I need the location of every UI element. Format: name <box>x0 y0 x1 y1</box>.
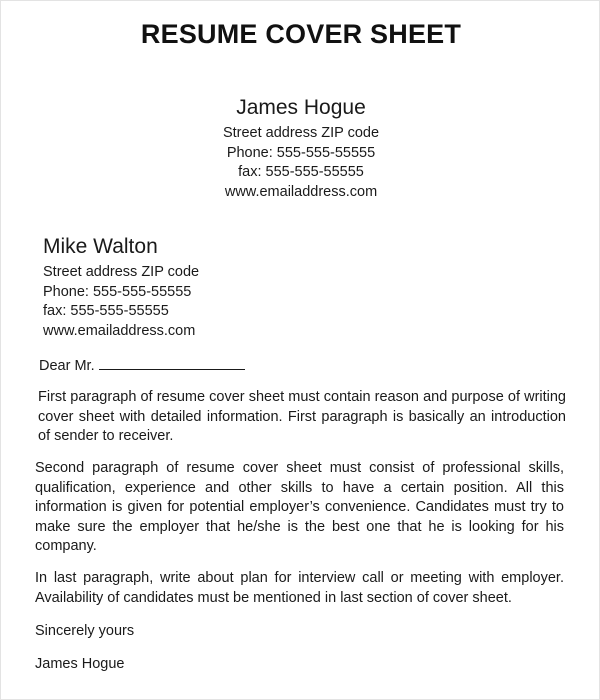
paragraph-3: In last paragraph, write about plan for interview call or meeting with employer. Availability of candidates must be mentioned in last section of cover sheet. <box>35 570 564 606</box>
salutation <box>39 356 245 376</box>
sender-block <box>1 96 600 202</box>
closing: Sincerely yours <box>35 623 135 639</box>
salutation-blank-line <box>99 356 245 370</box>
recipient-block <box>43 235 443 341</box>
paragraph-2: Second paragraph of resume cover sheet must consist of professional skills, qualification, experience and other skills to have a certain position. All this information is given for potential employer’s convenience. Candidates must try to make sure the employer that he/she is the best one that he is looking for his company. <box>35 460 564 554</box>
sender-phone: Phone: 555-555-55555 <box>226 144 376 161</box>
recipient-address: Street address ZIP code <box>43 264 200 280</box>
sender-name: James Hogue <box>236 96 366 119</box>
recipient-email: www.emailaddress.com <box>43 322 196 339</box>
paragraph-1: First paragraph of resume cover sheet must contain reason and purpose of writing cover sheet with detailed information. First paragraph is basically an introduction of sender to receiver. <box>38 389 566 444</box>
sender-email: www.emailaddress.com <box>224 183 378 200</box>
sender-address: Street address ZIP code <box>222 125 380 141</box>
recipient-fax: fax: 555-555-55555 <box>43 303 169 319</box>
signature-name: James Hogue <box>35 656 125 672</box>
page-title: RESUME COVER SHEET <box>140 19 462 49</box>
sender-fax: fax: 555-555-55555 <box>238 164 364 180</box>
recipient-name: Mike Walton <box>43 235 158 258</box>
recipient-phone: Phone: 555-555-55555 <box>43 283 192 300</box>
salutation-text: Dear Mr. <box>39 358 95 374</box>
